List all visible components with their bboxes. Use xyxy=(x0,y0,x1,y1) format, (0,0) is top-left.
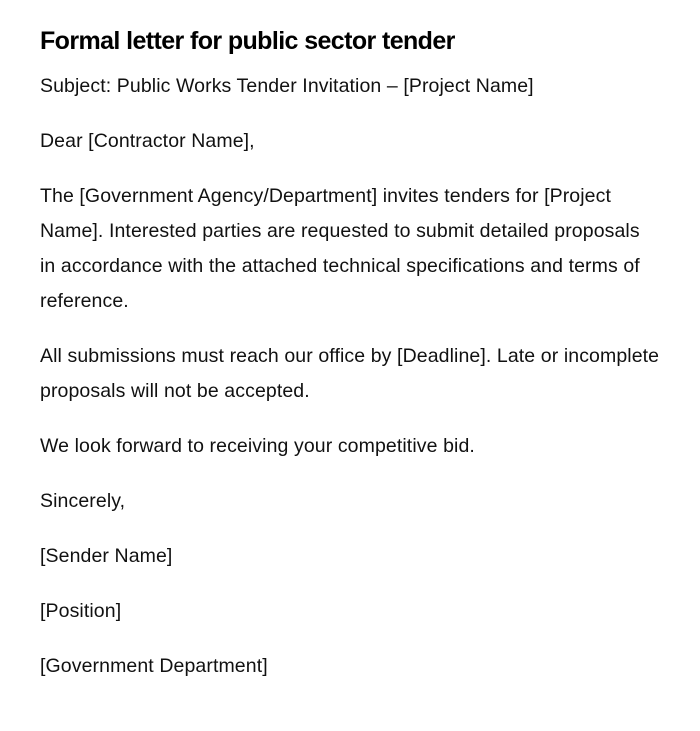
body-paragraph-closing-remark: We look forward to receiving your competitive bid. xyxy=(40,435,475,457)
signature-name: [Sender Name] xyxy=(40,545,173,567)
body-paragraph-invitation: The [Government Agency/Department] invites tenders for [Project Name]. Interested parties are requested to submit detailed proposals in accordance with the attached technical specifications and terms of reference. xyxy=(40,185,640,312)
closing: Sincerely, xyxy=(40,490,126,512)
body-paragraph-deadline: All submissions must reach our office by [Deadline]. Late or incomplete proposals will not be accepted. xyxy=(40,345,660,402)
signature-position: [Position] xyxy=(40,600,122,622)
signature-department: [Government Department] xyxy=(40,655,268,677)
subject-line: Subject: Public Works Tender Invitation – [Project Name] xyxy=(40,75,534,97)
document-title: Formal letter for public sector tender xyxy=(40,27,455,55)
salutation: Dear [Contractor Name], xyxy=(40,130,255,152)
